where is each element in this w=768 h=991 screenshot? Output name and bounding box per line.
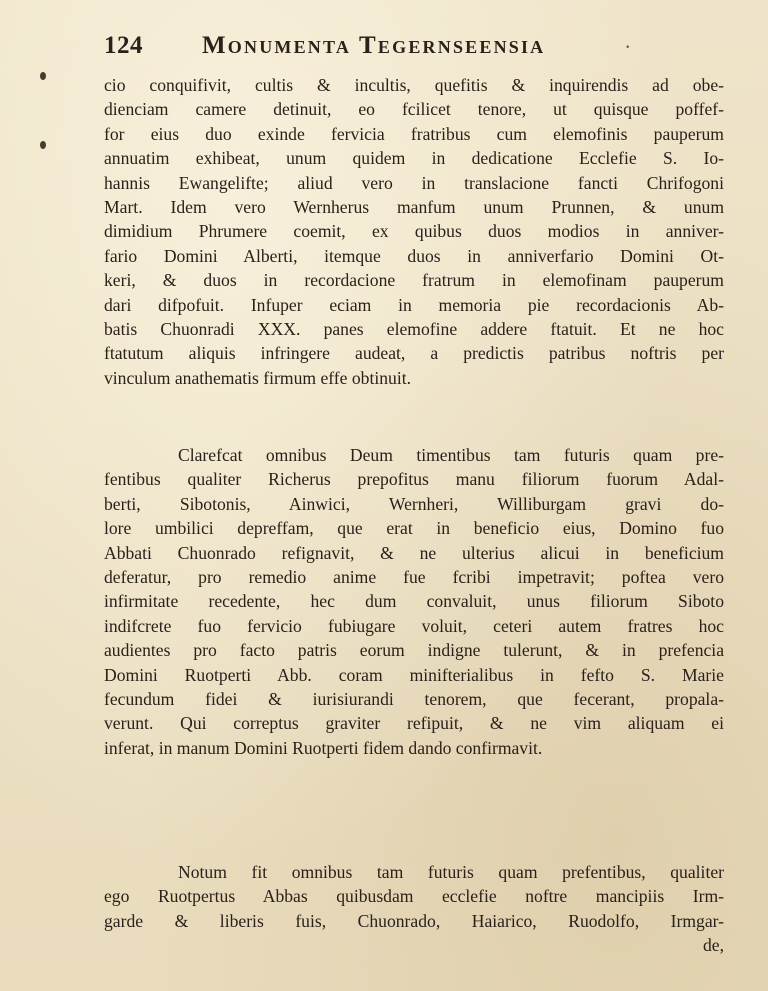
text-line: infirmitate recedente, hec dum convaluit, unus filiorum Siboto <box>104 591 724 612</box>
text-line: deferatur, pro remedio anime fue fcribi impetravit; poftea vero <box>104 566 724 587</box>
paragraph <box>104 73 724 390</box>
text-line: berti, Sibotonis, Ainwici, Wernheri, Williburgam gravi do- <box>104 493 724 514</box>
text-line: dimidium Phrumere coemit, ex quibus duos modios in anniver- <box>104 221 724 242</box>
text-line: keri, & duos in recordacione fratrum in elemofinam pauperum <box>104 270 724 291</box>
text-line: Clarefcat omnibus Deum timentibus tam futuris quam pre- <box>178 445 724 465</box>
text-line: indifcrete fuo fervicio fubiugare voluit, ceteri autem fratres hoc <box>104 615 724 636</box>
text-line: batis Chuonradi XXX. panes elemofine addere ftatuit. Et ne hoc <box>104 318 724 339</box>
text-line: Abbati Chuonrado refignavit, & ne ulterius alicui in beneficium <box>104 542 724 563</box>
text-line: dienciam camere detinuit, eo fcilicet tenore, ut quisque poffef- <box>104 99 724 120</box>
text-line: inferat, in manum Domini Ruotperti fidem dando confirmavit. <box>104 737 543 758</box>
text-line: Notum fit omnibus tam futuris quam prefentibus, qualiter <box>178 862 724 882</box>
text-line: dari difpofuit. Infuper eciam in memoria pie recordacionis Ab- <box>104 294 724 315</box>
text-line: for eius duo exinde fervicia fratribus cum elemofinis pauperum <box>104 123 724 144</box>
text-line: fario Domini Alberti, itemque duos in anniverfario Domini Ot- <box>104 245 724 266</box>
text-line: verunt. Qui correptus graviter refipuit, & ne vim aliquam ei <box>104 713 724 734</box>
text-line: garde & liberis fuis, Chuonrado, Haiarico, Ruodolfo, Irmgar- <box>104 910 724 931</box>
catchword: de, <box>702 935 724 956</box>
page-number: 124 <box>104 32 143 59</box>
text-line: cio conquifivit, cultis & incultis, quefitis & inquirendis ad obe- <box>104 75 724 95</box>
text-line: annuatim exhibeat, unum quidem in dedicatione Ecclefie S. Io- <box>104 148 724 169</box>
text-line: Mart. Idem vero Wernherus manfum unum Prunnen, & unum <box>104 196 724 217</box>
text-line: fentibus qualiter Richerus prepofitus manu filiorum fuorum Adal- <box>104 469 724 490</box>
running-title: Monumenta Tegernseensia <box>202 32 546 59</box>
running-header <box>104 28 644 62</box>
text-line: lore umbilici depreffam, que erat in beneficio eius, Domino fuo <box>104 518 724 539</box>
header-mark: · <box>624 34 632 59</box>
text-line: hannis Ewangelifte; aliud vero in translacione fancti Chrifogoni <box>104 172 724 193</box>
paragraph <box>104 443 724 760</box>
text-line: audientes pro facto patris eorum indigne tulerunt, & in prefencia <box>104 640 724 661</box>
text-line: Domini Ruotperti Abb. coram minifterialibus in fefto S. Marie <box>104 664 724 685</box>
text-line: ego Ruotpertus Abbas quibusdam ecclefie noftre mancipiis Irm- <box>104 886 724 907</box>
text-line: ftatutum aliquis infringere audeat, a predictis patribus noftris per <box>104 343 724 364</box>
paragraph <box>104 860 724 958</box>
margin-mark <box>40 141 46 149</box>
text-line: fecundum fidei & iurisiurandi tenorem, que fecerant, propala- <box>104 688 724 709</box>
margin-mark <box>40 72 46 80</box>
text-line: vinculum anathematis firmum effe obtinuit. <box>104 367 412 388</box>
